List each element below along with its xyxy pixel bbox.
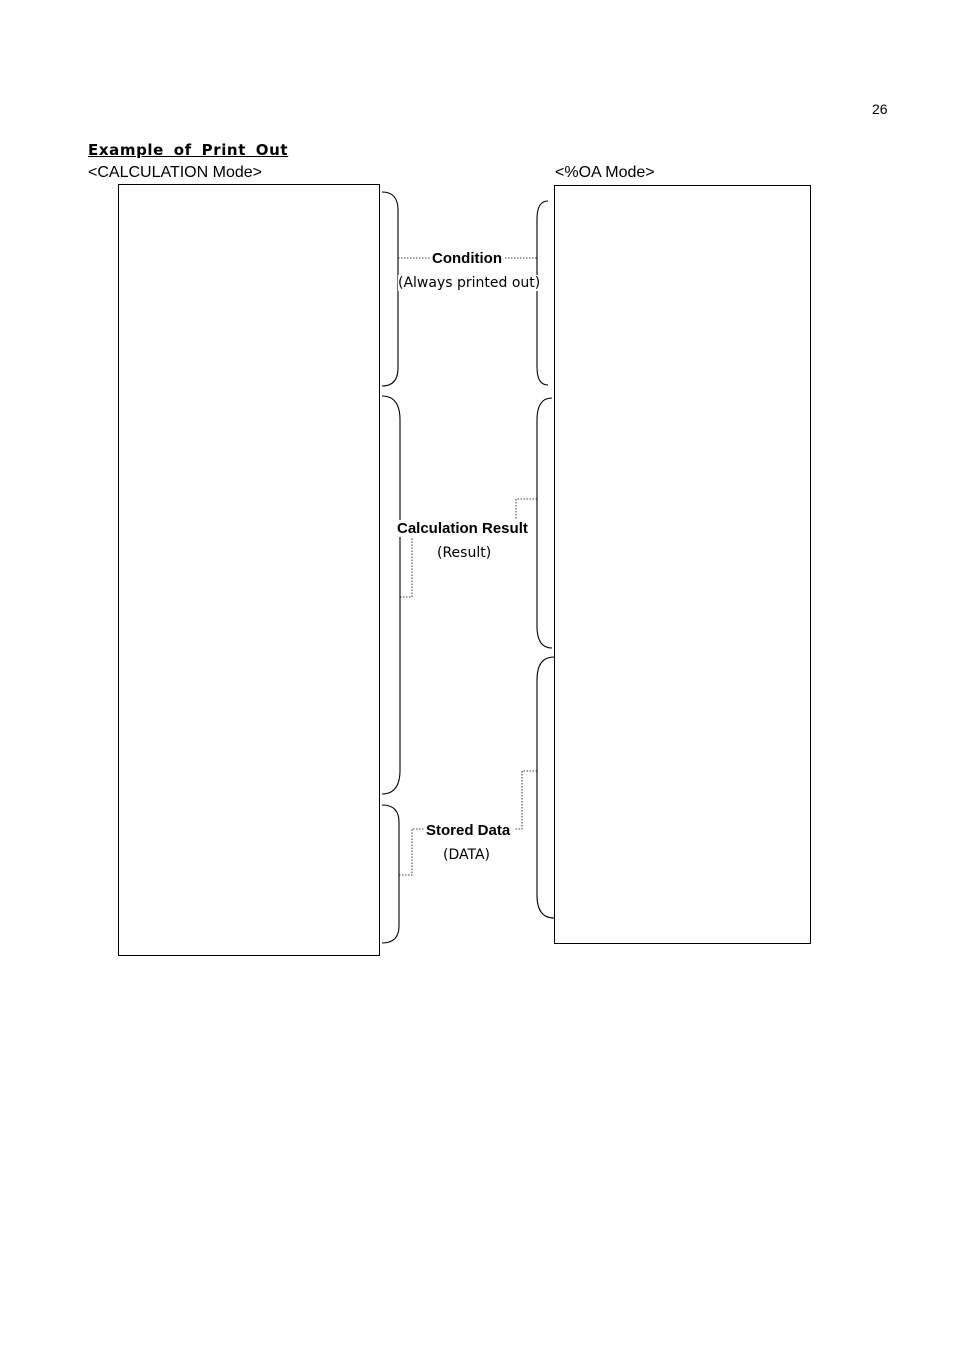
result-label: Calculation Result [397, 520, 528, 537]
condition-label: Condition [432, 250, 502, 267]
left-result-brace [382, 396, 400, 794]
stored-data-label: Stored Data [426, 822, 511, 839]
result-leader-right [516, 499, 537, 522]
stored-leader-right [514, 771, 537, 829]
right-condition-brace [537, 201, 548, 385]
stored-data-note: (DATA) [443, 847, 490, 863]
result-note: (Result) [437, 545, 492, 561]
right-stored-brace [537, 657, 554, 918]
page-number: 26 [872, 101, 888, 117]
stored-leader-left [399, 829, 426, 875]
oa-mode-printout [554, 185, 811, 944]
left-condition-brace [382, 192, 398, 386]
condition-note: (Always printed out) [398, 275, 541, 291]
calculation-mode-label: <CALCULATION Mode> [88, 164, 262, 181]
oa-mode-label: <%OA Mode> [555, 164, 655, 181]
calculation-mode-printout [118, 184, 380, 956]
left-stored-brace [382, 805, 399, 943]
result-leader-left [400, 531, 412, 597]
section-title: Example of Print Out [88, 141, 289, 159]
right-result-brace [537, 398, 552, 648]
